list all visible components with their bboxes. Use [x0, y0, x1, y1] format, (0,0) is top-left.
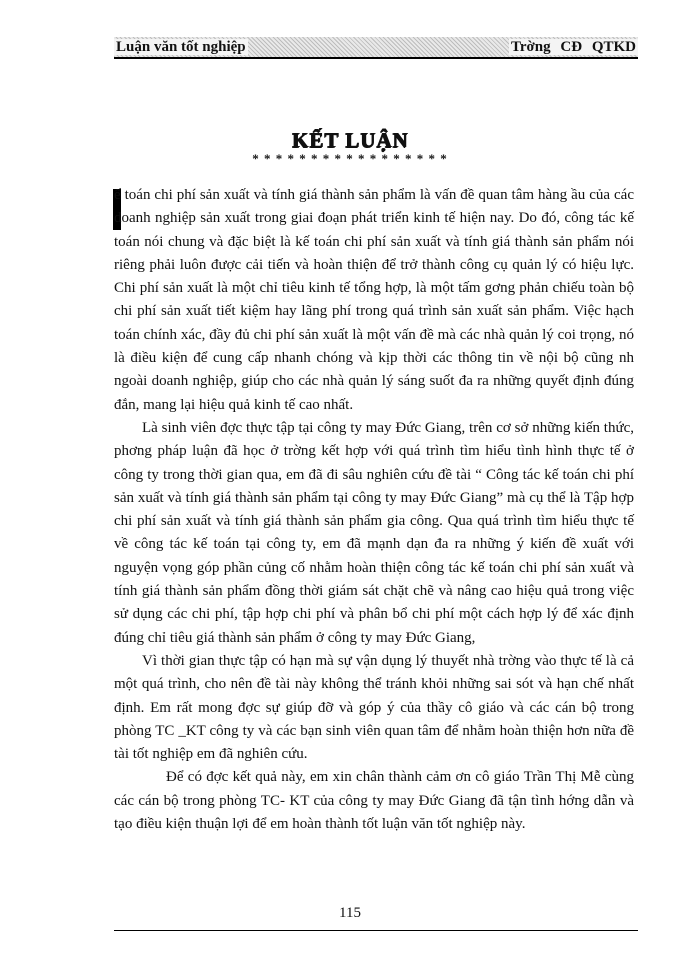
header-thesis-label: Luận văn tốt nghiệp	[116, 39, 246, 55]
page-title: KẾT LUẬN	[291, 128, 409, 152]
header-school-label: Trờng CĐ QTKD	[510, 39, 636, 55]
paragraph-1: ế toán chi phí sản xuất và tính giá thành sản phẩm là vấn đề quan tâm hàng ầu của các doanh nghiệp sản xuất trong giai đoạn phát triển kinh tế hiện nay. Do đó, công tác kế toán nói chung và đặc biệt là kế toán chi phí sản xuất và tính giá thành sản phẩm nói riêng phải luôn được cải tiến và hoàn thiện để trở thành công cụ quản lý có hiệu lực. Chi phí sản xuất là một chỉ tiêu kinh tế tổng hợp, là một tấm gơng phản chiếu toàn bộ chi phí sản xuất tiết kiệm hay lãng phí trong quá trình sản xuất sản phẩm. Việc hạch toán chính xác, đầy đủ chi phí sản xuất là một vấn đề mà các nhà quản lý coi trọng, nó là điều kiện để cung cấp nhanh chóng và kịp thời các thông tin về nội bộ cũng nh ngoài doanh nghiệp, giúp cho các nhà quản lý sáng suốt đa ra những quyết định đúng đắn, mang lại hiệu quả kinh tế cao nhất.	[114, 187, 634, 413]
page-number: 115	[339, 905, 361, 921]
footer-divider	[114, 930, 638, 931]
paragraph-2: Là sinh viên đợc thực tập tại công ty may Đức Giang, trên cơ sở những kiến thức, phơng pháp luận đã học ở trờng kết hợp với quá trình tìm hiểu tình hình thực tế ở công ty trong thời gian qua, em đã đi sâu nghiên cứu đề tài “ Công tác kế toán chi phí sản xuất và tính giá thành sản phẩm tại công ty may Đức Giang” mà cụ thể là Tập hợp chi phí sản xuất và tính giá thành sản phẩm gia công. Qua quá trình tìm hiểu thực tế về công tác kế toán tại công ty, em đã mạnh dạn đa ra những ý kiến đề xuất với nguyện vọng góp phần củng cố nhằm hoàn thiện công tác kế toán chi phí sản xuất và tính giá thành sản phẩm đồng thời giám sát chặt chẽ và nâng cao hiệu quả trong việc sử dụng các chi phí, tập hợp chi phí và phân bổ chi phí một cách hợp lý để xác định đúng chỉ tiêu giá thành sản phẩm ở công ty may Đức Giang,	[114, 419, 634, 646]
document-body	[114, 184, 634, 836]
title-star-divider: * * * * * * * * * * * * * * * * *	[252, 151, 448, 166]
paragraph-4: Để có đợc kết quả này, em xin chân thành cảm ơn cô giáo Trần Thị Mễ cùng các cán bộ trong phòng TC- KT của công ty may Đức Giang đã tận tình hớng dẫn và tạo điều kiện thuận lợi để em hoàn thành tốt luận văn tốt nghiệp này.	[114, 769, 634, 833]
page-header	[114, 37, 638, 59]
paragraph-3: Vì thời gian thực tập có hạn mà sự vận dụng lý thuyết nhà trờng vào thực tế là cả một quá trình, cho nên đề tài này không thể tránh khỏi những sai sót và hạn chế nhất định. Em rất mong đợc sự giúp đỡ và góp ý của thầy cô giáo và các cán bộ trong phòng TC _KT công ty và các bạn sinh viên quan tâm để nhằm hoàn thiện hơn nữa đề tài tốt nghiệp em đã nghiên cứu.	[114, 652, 634, 763]
